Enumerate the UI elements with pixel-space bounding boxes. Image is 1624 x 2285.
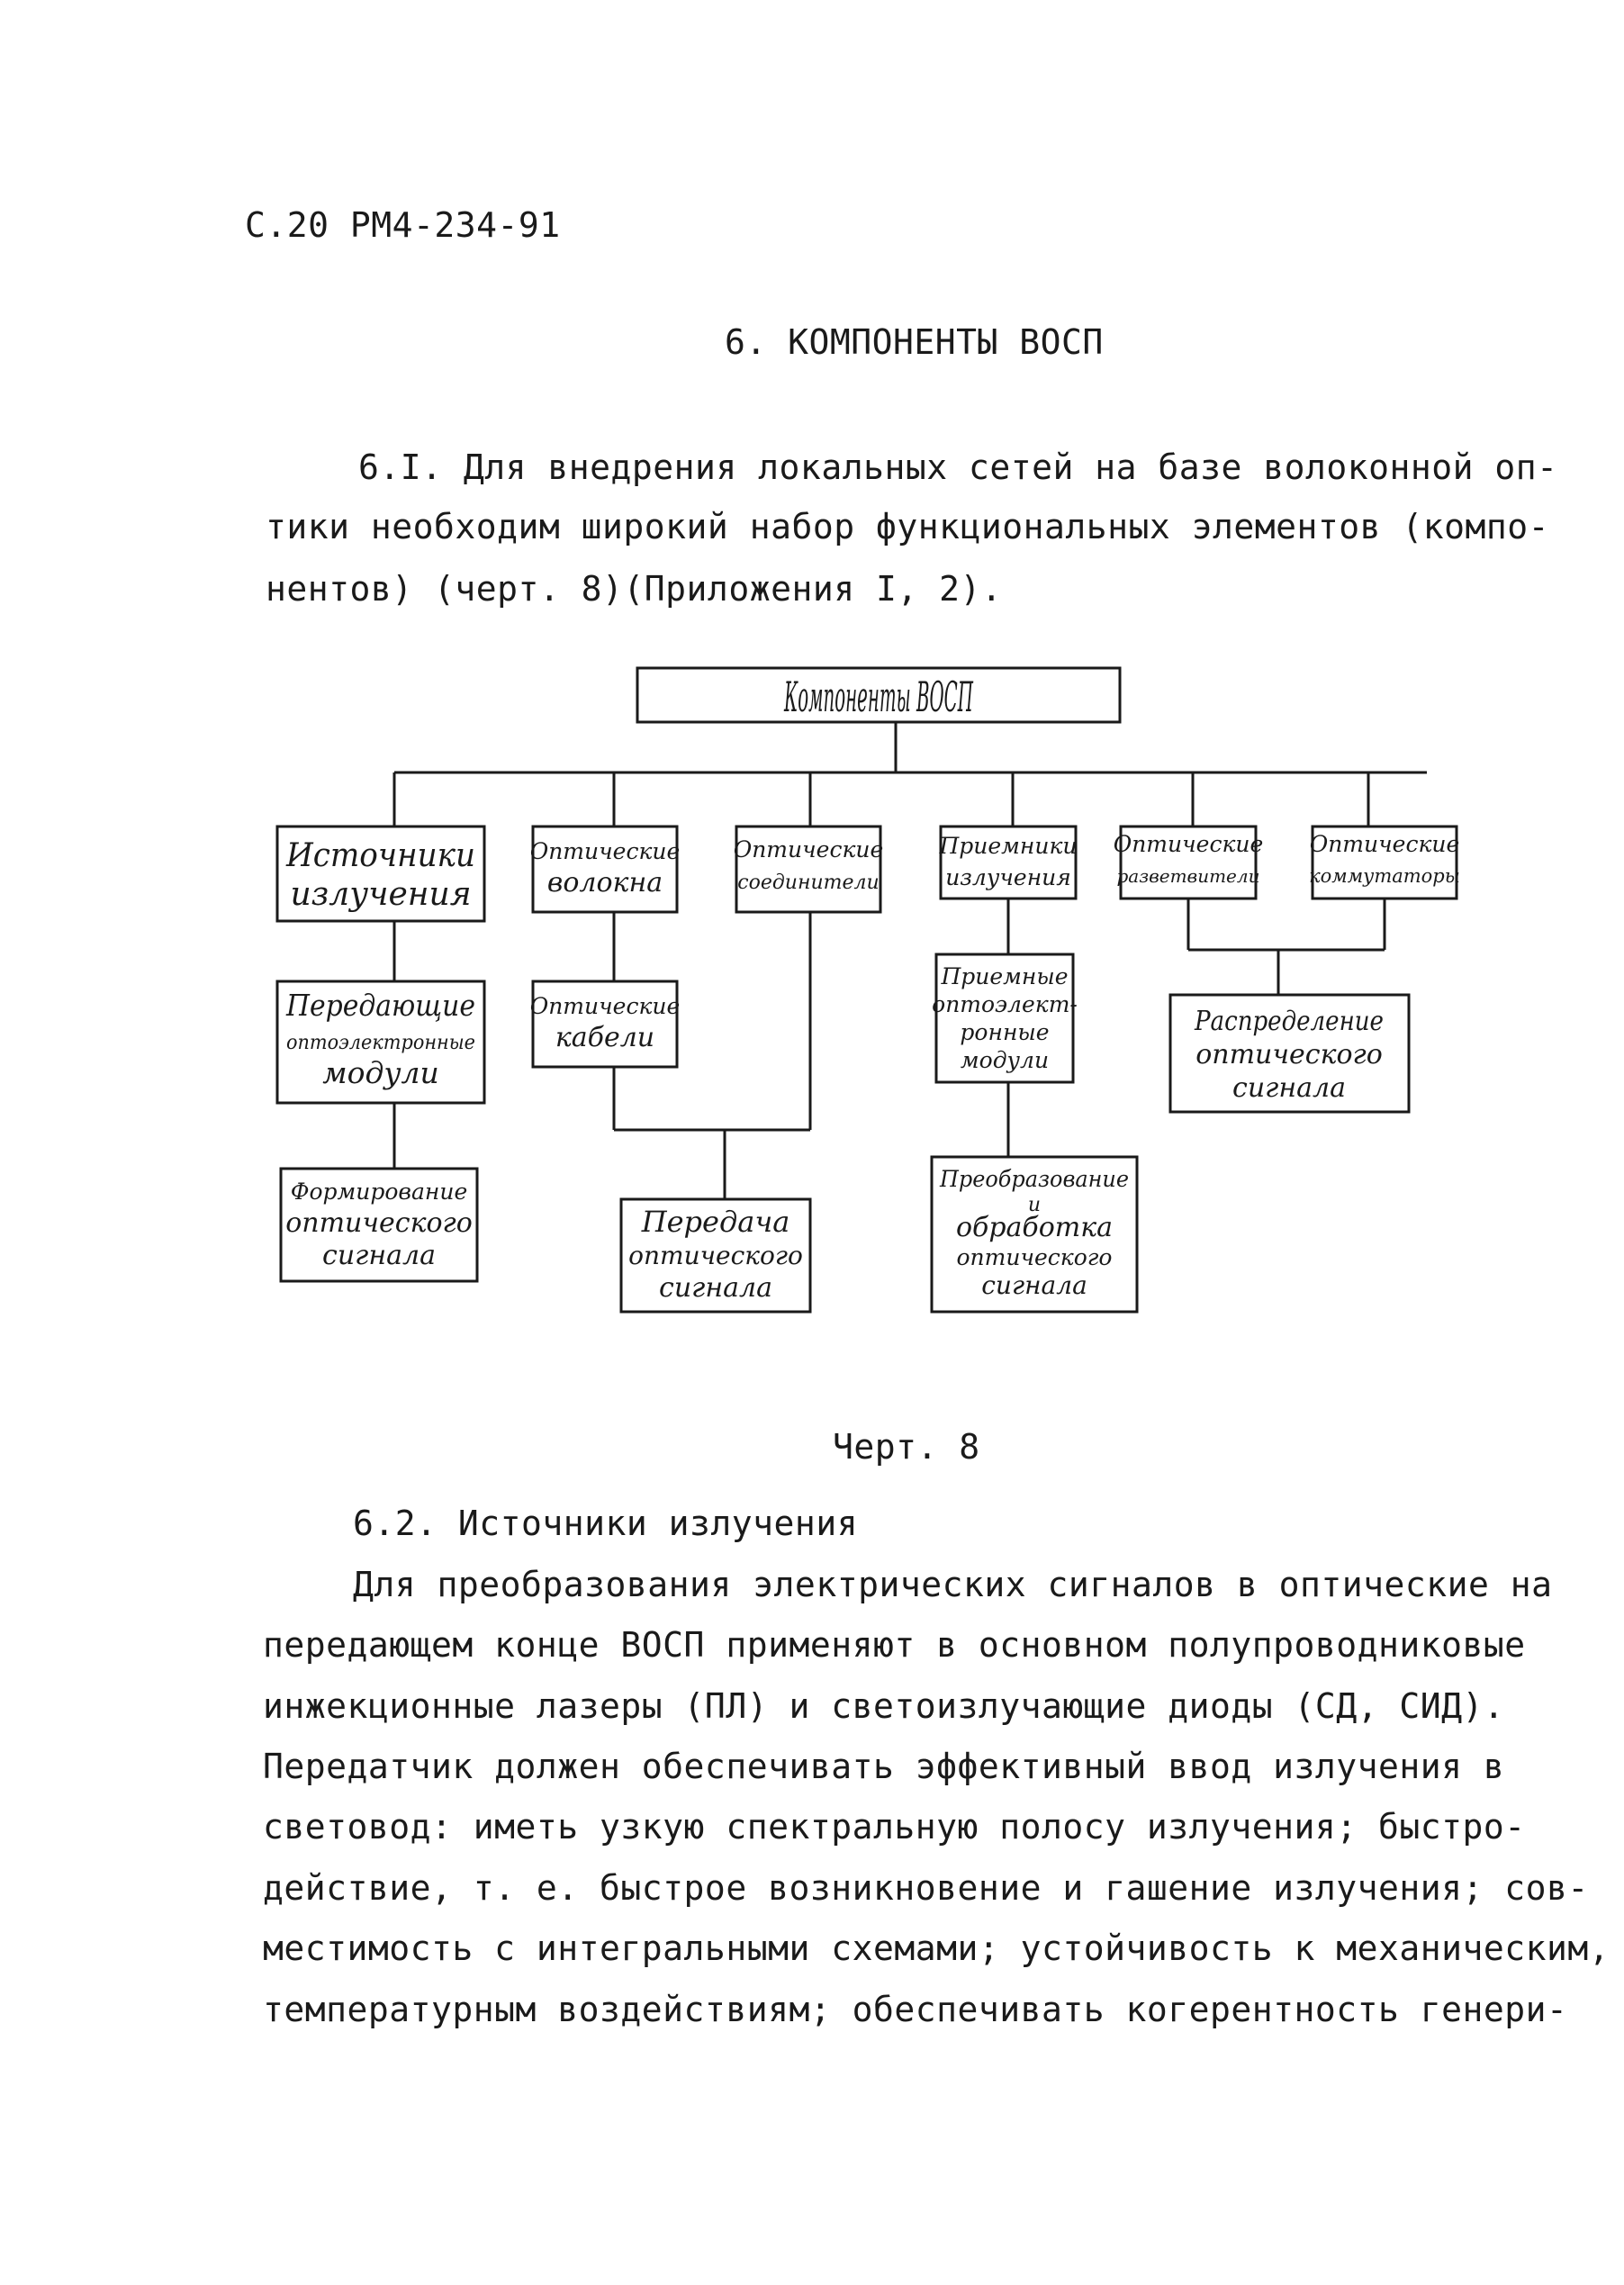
paragraph-line: инжекционные лазеры (ПЛ) и светоизлучающие диоды (СД, СИД). [263,1686,1505,1726]
diagram-label: оптоэлектронные [286,1032,475,1054]
diagram-label: модули [960,1047,1050,1073]
diagram-label: оптического [1195,1039,1383,1070]
diagram-label: Приемные [941,963,1069,989]
diagram-label: излучения [290,876,472,913]
paragraph-line: Для преобразования электрических сигналов в оптические на [353,1565,1553,1604]
diagram-label: Источники [285,837,475,874]
paragraph-line: Передатчик должен обеспечивать эффективный ввод излучения в [263,1747,1505,1786]
diagram-label: кабели [555,1022,655,1053]
diagram-label: сигнала [1232,1072,1346,1104]
diagram-label: Оптические [733,836,884,863]
diagram-label: оптического [628,1241,803,1270]
paragraph-line: температурным воздействиям; обеспечивать когерентность генери- [263,1990,1568,2029]
diagram-label: Формирование [290,1179,468,1205]
diagram-label: соединители [737,872,880,894]
diagram-label: Оптические [1113,831,1264,857]
subsection-title: 6.2. Источники излучения [353,1504,859,1543]
diagram-label: Распределение [1194,1006,1384,1037]
paragraph-line: действие, т. е. быстрое возникновение и гашение излучения; сов- [263,1868,1589,1908]
diagram-label: коммутаторы [1309,865,1460,887]
diagram-label: модули [322,1055,439,1090]
diagram-label: Оптические [1309,831,1460,857]
diagram-label: сигнала [659,1272,772,1304]
diagram-label: Приемники [939,833,1078,859]
paragraph-line: световод: иметь узкую спектральную полосу излучения; быстро- [263,1807,1526,1847]
diagram-label: обработка [955,1212,1114,1243]
diagram-label: Оптические [529,993,681,1019]
page-header: С.20 РМ4-234-91 [245,205,561,245]
paragraph-line: передающем конце ВОСП применяют в основном полупроводниковые [263,1625,1526,1665]
diagram-label: сигнала [322,1240,436,1271]
diagram-label: Оптические [529,838,681,864]
section-title: 6. КОМПОНЕНТЫ ВОСП [725,322,1104,362]
paragraph-line: нентов) (черт. 8)(Приложения I, 2). [266,569,1003,609]
diagram-label: оптоэлект- [932,991,1078,1017]
diagram-label: Преобразование [939,1166,1129,1192]
diagram-label: Передача [641,1205,790,1239]
diagram-label: сигнала [981,1270,1087,1300]
paragraph-line: тики необходим широкий набор функциональных элементов (компо- [266,507,1550,546]
diagram-label: оптического [956,1244,1113,1270]
diagram-label: разветвители [1116,865,1260,887]
figure-caption: Черт. 8 [833,1427,980,1467]
diagram-label: излучения [945,864,1071,890]
paragraph-line: местимость с интегральными схемами; устойчивость к механическим, [263,1928,1610,1968]
diagram-label: оптического [285,1207,473,1239]
diagram-label: и [1027,1194,1042,1216]
diagram-label: Передающие [285,988,475,1023]
paragraph-line: 6.I. Для внедрения локальных сетей на базе волоконной оп- [358,447,1558,487]
diagram-label: ронные [960,1019,1050,1045]
diagram-label: Компоненты ВОСП [783,673,974,721]
diagram-label: волокна [546,867,663,899]
